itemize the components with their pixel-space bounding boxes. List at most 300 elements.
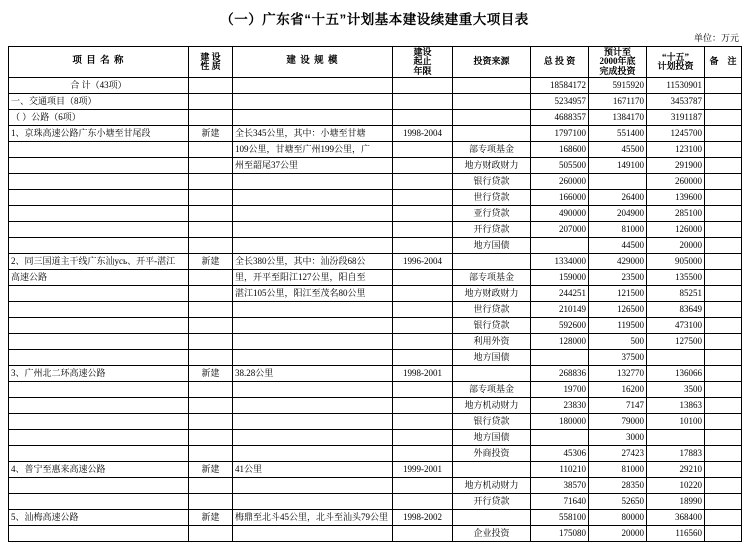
summary-done: 5915920 — [589, 78, 647, 94]
project-scale: 38.28公里 — [233, 366, 393, 382]
project-nature: 新建 — [189, 126, 233, 142]
source-done: 81000 — [589, 222, 647, 238]
project-remark — [705, 158, 742, 174]
project-name-cont — [9, 158, 189, 174]
project-period — [393, 238, 453, 254]
source-done: 45500 — [589, 142, 647, 158]
project-period — [393, 494, 453, 510]
source-total: 128000 — [531, 334, 589, 350]
source-label: 开行贷款 — [453, 494, 531, 510]
source-label: 地方财政财力 — [453, 158, 531, 174]
project-nature — [189, 494, 233, 510]
table-row — [9, 286, 742, 302]
col-header-nature: 建 设 性 质 — [189, 47, 233, 78]
project-name-cont — [9, 526, 189, 542]
project-name-cont: 高速公路 — [9, 270, 189, 286]
project-name-cont — [9, 478, 189, 494]
project-name-cont — [9, 414, 189, 430]
project-scale-cont: 109公里，甘塘至广州199公里，广 — [233, 142, 393, 158]
project-remark — [705, 142, 742, 158]
source-total: 159000 — [531, 270, 589, 286]
summary-remark — [705, 94, 742, 110]
source-plan: 139600 — [647, 190, 705, 206]
source-label: 地方财政财力 — [453, 286, 531, 302]
summary-scale — [233, 110, 393, 126]
project-remark — [705, 462, 742, 478]
project-name-cont — [9, 318, 189, 334]
source-done: 20000 — [589, 526, 647, 542]
table-row — [9, 462, 742, 478]
project-total: 110210 — [531, 462, 589, 478]
summary-nature — [189, 78, 233, 94]
source-done — [589, 174, 647, 190]
project-table — [8, 46, 742, 542]
project-scale: 梅鼎至北斗45公里，北斗至汕头79公里 — [233, 510, 393, 526]
source-plan: 127500 — [647, 334, 705, 350]
project-name-cont — [9, 238, 189, 254]
summary-nature — [189, 110, 233, 126]
summary-period — [393, 78, 453, 94]
source-plan: 20000 — [647, 238, 705, 254]
source-label: 开行贷款 — [453, 222, 531, 238]
source-label: 地方机动财力 — [453, 398, 531, 414]
table-row — [9, 126, 742, 142]
table-row — [9, 350, 742, 366]
summary-source — [453, 94, 531, 110]
project-name: 1、京珠高速公路广东小塘至甘尾段 — [9, 126, 189, 142]
project-nature — [189, 334, 233, 350]
project-scale-cont — [233, 398, 393, 414]
project-period — [393, 414, 453, 430]
project-period — [393, 318, 453, 334]
project-period — [393, 286, 453, 302]
project-scale-cont — [233, 350, 393, 366]
table-row — [9, 526, 742, 542]
project-name-cont — [9, 430, 189, 446]
table-row — [9, 382, 742, 398]
project-period — [393, 430, 453, 446]
summary-total: 4688357 — [531, 110, 589, 126]
source-done: 26400 — [589, 190, 647, 206]
source-total: 38570 — [531, 478, 589, 494]
project-total: 558100 — [531, 510, 589, 526]
summary-source — [453, 110, 531, 126]
source-total: 244251 — [531, 286, 589, 302]
source-plan: 285100 — [647, 206, 705, 222]
table-row — [9, 366, 742, 382]
source-plan: 10100 — [647, 414, 705, 430]
project-remark — [705, 334, 742, 350]
project-period — [393, 158, 453, 174]
project-remark — [705, 254, 742, 270]
project-remark — [705, 238, 742, 254]
project-plan: 29210 — [647, 462, 705, 478]
table-row — [9, 158, 742, 174]
project-period — [393, 174, 453, 190]
table-row — [9, 78, 742, 94]
source-total: 207000 — [531, 222, 589, 238]
source-total: 166000 — [531, 190, 589, 206]
project-nature — [189, 430, 233, 446]
project-remark — [705, 270, 742, 286]
source-done: 3000 — [589, 430, 647, 446]
project-done: 429000 — [589, 254, 647, 270]
project-nature: 新建 — [189, 366, 233, 382]
project-remark — [705, 366, 742, 382]
project-remark — [705, 398, 742, 414]
source-plan: 473100 — [647, 318, 705, 334]
source-total: 490000 — [531, 206, 589, 222]
table-row — [9, 478, 742, 494]
table-row — [9, 446, 742, 462]
source-total: 168600 — [531, 142, 589, 158]
summary-source — [453, 78, 531, 94]
project-name-cont — [9, 382, 189, 398]
project-period — [393, 142, 453, 158]
source-label: 外商投资 — [453, 446, 531, 462]
source-total: 505500 — [531, 158, 589, 174]
source-label: 利用外资 — [453, 334, 531, 350]
project-nature: 新建 — [189, 462, 233, 478]
project-scale-cont: 湛江105公里，阳江至茂名80公里 — [233, 286, 393, 302]
project-scale-cont — [233, 222, 393, 238]
project-nature — [189, 174, 233, 190]
source-total: 592600 — [531, 318, 589, 334]
source-done: 119500 — [589, 318, 647, 334]
source-plan: 18990 — [647, 494, 705, 510]
table-row — [9, 142, 742, 158]
project-nature — [189, 222, 233, 238]
source-done: 7147 — [589, 398, 647, 414]
col-header-done: 预计至 2000年底 完成投资 — [589, 47, 647, 78]
summary-name: 合 计（43项） — [9, 78, 189, 94]
source-plan: 260000 — [647, 174, 705, 190]
project-scale: 全长345公里，其中：小塘至甘塘 — [233, 126, 393, 142]
project-source — [453, 366, 531, 382]
source-total: 23830 — [531, 398, 589, 414]
table-row — [9, 238, 742, 254]
project-remark — [705, 190, 742, 206]
summary-total: 5234957 — [531, 94, 589, 110]
project-period: 1998-2002 — [393, 510, 453, 526]
project-period: 1998-2004 — [393, 126, 453, 142]
summary-remark — [705, 78, 742, 94]
source-plan: 10220 — [647, 478, 705, 494]
source-done: 52650 — [589, 494, 647, 510]
col-header-total: 总 投 资 — [531, 47, 589, 78]
project-nature — [189, 398, 233, 414]
source-done: 204900 — [589, 206, 647, 222]
project-nature — [189, 318, 233, 334]
summary-plan: 3191187 — [647, 110, 705, 126]
project-nature: 新建 — [189, 254, 233, 270]
source-done: 23500 — [589, 270, 647, 286]
project-source — [453, 126, 531, 142]
source-total: 71640 — [531, 494, 589, 510]
source-plan: 135500 — [647, 270, 705, 286]
source-label: 世行贷款 — [453, 190, 531, 206]
source-done: 37500 — [589, 350, 647, 366]
project-name-cont — [9, 286, 189, 302]
col-header-source: 投资来源 — [453, 47, 531, 78]
source-plan: 13863 — [647, 398, 705, 414]
table-header-row — [9, 47, 742, 78]
summary-nature — [189, 94, 233, 110]
source-label: 银行贷款 — [453, 318, 531, 334]
project-nature — [189, 414, 233, 430]
col-header-name: 项 目 名 称 — [9, 47, 189, 78]
project-nature — [189, 446, 233, 462]
project-plan: 905000 — [647, 254, 705, 270]
project-period — [393, 334, 453, 350]
source-total: 180000 — [531, 414, 589, 430]
col-header-scale: 建 设 规 模 — [233, 47, 393, 78]
project-name: 3、广州北二环高速公路 — [9, 366, 189, 382]
project-total: 268836 — [531, 366, 589, 382]
project-name-cont — [9, 206, 189, 222]
project-name-cont — [9, 398, 189, 414]
source-total — [531, 238, 589, 254]
summary-plan: 11530901 — [647, 78, 705, 94]
project-done: 132770 — [589, 366, 647, 382]
page-title: （一）广东省“十五”计划基本建设续建重大项目表 — [220, 12, 529, 27]
table-row — [9, 110, 742, 126]
summary-total: 18584172 — [531, 78, 589, 94]
project-remark — [705, 526, 742, 542]
summary-name: （ ）公路（6项） — [9, 110, 189, 126]
project-done: 80000 — [589, 510, 647, 526]
source-plan: 116560 — [647, 526, 705, 542]
table-row — [9, 94, 742, 110]
summary-scale — [233, 94, 393, 110]
col-header-period: 建设 起止 年限 — [393, 47, 453, 78]
project-name: 4、普宁至惠来高速公路 — [9, 462, 189, 478]
table-row — [9, 318, 742, 334]
project-total: 1334000 — [531, 254, 589, 270]
table-row — [9, 414, 742, 430]
source-total — [531, 430, 589, 446]
project-name-cont — [9, 334, 189, 350]
source-total: 175080 — [531, 526, 589, 542]
project-remark — [705, 126, 742, 142]
table-row — [9, 398, 742, 414]
project-period — [393, 350, 453, 366]
source-label: 地方国债 — [453, 430, 531, 446]
source-total: 260000 — [531, 174, 589, 190]
source-done: 16200 — [589, 382, 647, 398]
project-nature — [189, 478, 233, 494]
col-header-plan: “十五” 计划投资 — [647, 47, 705, 78]
project-period — [393, 190, 453, 206]
project-name: 5、汕梅高速公路 — [9, 510, 189, 526]
project-scale-cont — [233, 190, 393, 206]
project-scale-cont — [233, 318, 393, 334]
project-period: 1998-2001 — [393, 366, 453, 382]
summary-period — [393, 110, 453, 126]
project-scale-cont — [233, 238, 393, 254]
project-nature — [189, 270, 233, 286]
source-plan: 85251 — [647, 286, 705, 302]
project-plan: 368400 — [647, 510, 705, 526]
project-scale-cont — [233, 414, 393, 430]
project-scale-cont — [233, 382, 393, 398]
project-total: 1797100 — [531, 126, 589, 142]
project-period — [393, 478, 453, 494]
project-remark — [705, 350, 742, 366]
source-done: 79000 — [589, 414, 647, 430]
project-period — [393, 270, 453, 286]
source-label: 部专项基金 — [453, 270, 531, 286]
project-nature — [189, 526, 233, 542]
source-total: 210149 — [531, 302, 589, 318]
source-plan: 123100 — [647, 142, 705, 158]
table-row — [9, 174, 742, 190]
source-total — [531, 350, 589, 366]
project-scale-cont — [233, 494, 393, 510]
project-scale-cont: 州至韶尾37公里 — [233, 158, 393, 174]
project-remark — [705, 414, 742, 430]
summary-scale — [233, 78, 393, 94]
table-row — [9, 430, 742, 446]
source-done: 500 — [589, 334, 647, 350]
project-scale: 41公里 — [233, 462, 393, 478]
project-remark — [705, 510, 742, 526]
project-source — [453, 462, 531, 478]
summary-done: 1384170 — [589, 110, 647, 126]
project-scale-cont — [233, 478, 393, 494]
source-done: 126500 — [589, 302, 647, 318]
source-label: 地方国债 — [453, 350, 531, 366]
source-label: 亚行贷款 — [453, 206, 531, 222]
project-nature: 新建 — [189, 510, 233, 526]
table-row — [9, 222, 742, 238]
project-period — [393, 382, 453, 398]
unit-label: 单位：万元 — [693, 33, 739, 43]
source-label: 世行贷款 — [453, 302, 531, 318]
project-scale: 全长380公里，其中：汕汾段68公 — [233, 254, 393, 270]
summary-plan: 3453787 — [647, 94, 705, 110]
project-remark — [705, 478, 742, 494]
project-remark — [705, 430, 742, 446]
source-label: 部专项基金 — [453, 382, 531, 398]
project-scale-cont — [233, 446, 393, 462]
summary-remark — [705, 110, 742, 126]
summary-period — [393, 94, 453, 110]
project-name-cont — [9, 446, 189, 462]
project-name-cont — [9, 174, 189, 190]
table-row — [9, 206, 742, 222]
project-nature — [189, 286, 233, 302]
project-nature — [189, 382, 233, 398]
source-done: 28350 — [589, 478, 647, 494]
source-label: 银行贷款 — [453, 174, 531, 190]
project-plan: 136066 — [647, 366, 705, 382]
project-remark — [705, 206, 742, 222]
project-name: 2、同三国道主干线广东汕усь、开平-湛江 — [9, 254, 189, 270]
project-nature — [189, 190, 233, 206]
project-remark — [705, 302, 742, 318]
project-period — [393, 526, 453, 542]
table-row — [9, 510, 742, 526]
summary-name: 一、交通项目（8项） — [9, 94, 189, 110]
project-period — [393, 302, 453, 318]
table-row — [9, 270, 742, 286]
summary-done: 1671170 — [589, 94, 647, 110]
col-header-remark: 备 注 — [705, 47, 742, 78]
project-remark — [705, 318, 742, 334]
project-remark — [705, 286, 742, 302]
project-scale-cont: 里，开平至阳江127公里，阳自至 — [233, 270, 393, 286]
project-scale-cont — [233, 174, 393, 190]
project-remark — [705, 174, 742, 190]
table-row — [9, 190, 742, 206]
project-period — [393, 222, 453, 238]
table-row — [9, 254, 742, 270]
source-total: 19700 — [531, 382, 589, 398]
project-remark — [705, 494, 742, 510]
project-done: 81000 — [589, 462, 647, 478]
source-plan: 3500 — [647, 382, 705, 398]
source-label: 银行贷款 — [453, 414, 531, 430]
project-scale-cont — [233, 206, 393, 222]
project-source — [453, 510, 531, 526]
project-remark — [705, 382, 742, 398]
project-name-cont — [9, 142, 189, 158]
source-plan — [647, 430, 705, 446]
source-done: 44500 — [589, 238, 647, 254]
project-scale-cont — [233, 302, 393, 318]
project-remark — [705, 446, 742, 462]
source-plan: 291900 — [647, 158, 705, 174]
project-plan: 1245700 — [647, 126, 705, 142]
project-name-cont — [9, 190, 189, 206]
project-remark — [705, 222, 742, 238]
project-nature — [189, 238, 233, 254]
project-name-cont — [9, 494, 189, 510]
source-total: 45306 — [531, 446, 589, 462]
source-done: 149100 — [589, 158, 647, 174]
source-label: 地方机动财力 — [453, 478, 531, 494]
project-nature — [189, 158, 233, 174]
project-nature — [189, 142, 233, 158]
source-label: 企业投资 — [453, 526, 531, 542]
project-source — [453, 254, 531, 270]
project-name-cont — [9, 350, 189, 366]
project-scale-cont — [233, 334, 393, 350]
source-label: 部专项基金 — [453, 142, 531, 158]
project-name-cont — [9, 222, 189, 238]
project-period — [393, 398, 453, 414]
table-row — [9, 302, 742, 318]
project-nature — [189, 302, 233, 318]
project-period — [393, 446, 453, 462]
project-nature — [189, 350, 233, 366]
project-scale-cont — [233, 526, 393, 542]
source-plan: 83649 — [647, 302, 705, 318]
project-period: 1996-2004 — [393, 254, 453, 270]
source-done: 27423 — [589, 446, 647, 462]
source-done: 121500 — [589, 286, 647, 302]
source-plan: 17883 — [647, 446, 705, 462]
project-scale-cont — [233, 430, 393, 446]
project-period: 1999-2001 — [393, 462, 453, 478]
project-nature — [189, 206, 233, 222]
project-name-cont — [9, 302, 189, 318]
source-plan — [647, 350, 705, 366]
table-row — [9, 494, 742, 510]
source-label: 地方国债 — [453, 238, 531, 254]
project-done: 551400 — [589, 126, 647, 142]
